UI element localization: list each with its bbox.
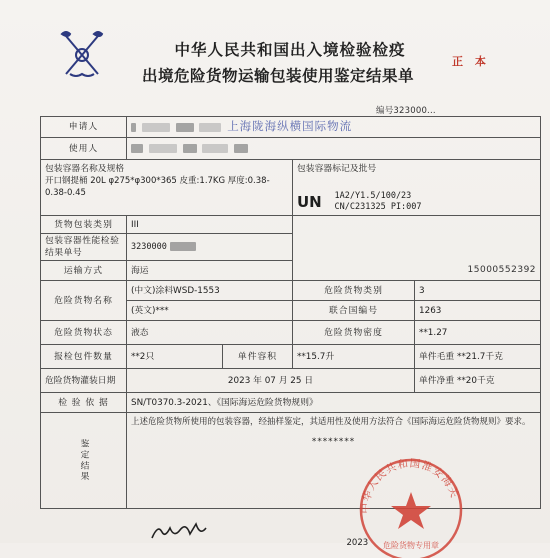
original-copy-mark: 正 本 (452, 55, 490, 68)
inspection-emblem-icon (52, 28, 112, 82)
official-seal-stamp (352, 448, 470, 558)
phone-number: 15000552392 (467, 265, 537, 276)
dg-density-value: **1.27 (415, 321, 541, 345)
dg-state-value: 液态 (127, 321, 293, 345)
unit-volume-value: **15.7升 (293, 345, 415, 369)
serial-number: 编号323000... (376, 106, 436, 116)
dg-name-en: (英文)*** (127, 301, 293, 321)
container-mark-line2: CN/C231325 PI:007 (334, 202, 422, 212)
applicant-label: 申请人 (41, 117, 127, 138)
result-content: 上述危险货物所使用的包装容器，经抽样鉴定，其适用性及使用方法符合《国际海运危险货物规则》要求。 ******** 2023 (127, 413, 541, 509)
packing-class-value: III (127, 216, 293, 234)
unit-net-cell (415, 369, 541, 393)
perf-result-label: 包装容器性能检验结果单号 (41, 234, 127, 261)
result-label: 鉴定结果 (78, 438, 89, 483)
redacted-block (183, 144, 197, 153)
seal-text: 中华人民共和国淮安海关 (359, 457, 461, 514)
container-mark-cell (293, 160, 541, 216)
filling-date-label: 危险货物灌装日期 (41, 369, 127, 393)
dg-state-label: 危险货物状态 (41, 321, 127, 345)
container-name-label: 包装容器名称及规格 (45, 164, 125, 174)
unit-gross-label: 单件毛重 (419, 351, 455, 362)
dg-class-label: 危险货物类别 (293, 281, 415, 301)
user-label: 使用人 (41, 138, 127, 160)
redacted-block (149, 144, 177, 153)
redacted-block (202, 144, 228, 153)
basis-value: SN/T0370.3-2021、《国际海运危险货物规则》 (127, 393, 541, 413)
basis-label: 检 验 依 据 (41, 393, 127, 413)
pieces-value: **2只 (127, 345, 223, 369)
redacted-block (131, 123, 136, 132)
applicant-value (127, 117, 541, 138)
container-name-cell (41, 160, 293, 216)
unit-volume-label: 单件容积 (223, 345, 293, 369)
dg-density-label: 危险货物密度 (293, 321, 415, 345)
unit-gross-value: **21.7千克 (457, 351, 503, 362)
transport-value: 海运 (127, 261, 293, 281)
document-title: 中华人民共和国出入境检验检疫 (174, 41, 406, 59)
un-number-label: 联合国编号 (293, 301, 415, 321)
redacted-block (142, 123, 170, 132)
result-label-cell (41, 413, 127, 509)
perf-result-value: 3230000 (131, 242, 167, 252)
document-subtitle: 出境危险货物运输包装使用鉴定结果单 (141, 67, 414, 85)
seal-bottom-text: 危险货物专用章 (383, 541, 439, 550)
unit-net-value: **20千克 (457, 375, 495, 386)
perf-result-cell (127, 234, 293, 261)
container-mark-line1: 1A2/Y1.5/100/23 (334, 191, 412, 201)
un-mark: UN (297, 193, 322, 211)
handwritten-signature (148, 522, 218, 542)
dg-class-value: 3 (415, 281, 541, 301)
unit-net-label: 单件净重 (419, 375, 455, 386)
container-name-value: 开口钢提桶 20L φ275*φ300*365 皮重:1.7KG 厚度:0.38-0.38-0.45 (45, 176, 270, 198)
unit-gross-cell (415, 345, 541, 369)
filling-date-value: 2023 年 07 月 25 日 (127, 369, 415, 393)
un-number-value: 1263 (415, 301, 541, 321)
result-stars: ******** (311, 437, 356, 447)
dg-name-label: 危险货物名称 (41, 281, 127, 321)
applicant-overlay-stamp: 上海陇海纵横国际物流 (227, 119, 353, 133)
container-mark-label: 包装容器标记及批号 (297, 164, 377, 174)
redacted-block (131, 144, 143, 153)
transport-label: 运输方式 (41, 261, 127, 281)
result-text: 上述危险货物所使用的包装容器，经抽样鉴定，其适用性及使用方法符合《国际海运危险货物规则》要求。 (131, 417, 531, 427)
dg-name-cn: (中文)涂料WSD-1553 (127, 281, 293, 301)
packing-class-label: 货物包装类别 (41, 216, 127, 234)
pieces-label: 报检包件数量 (41, 345, 127, 369)
redacted-block (234, 144, 248, 153)
user-value (127, 138, 541, 160)
redacted-block (199, 123, 221, 132)
redacted-block (170, 242, 196, 251)
redacted-block (176, 123, 194, 132)
